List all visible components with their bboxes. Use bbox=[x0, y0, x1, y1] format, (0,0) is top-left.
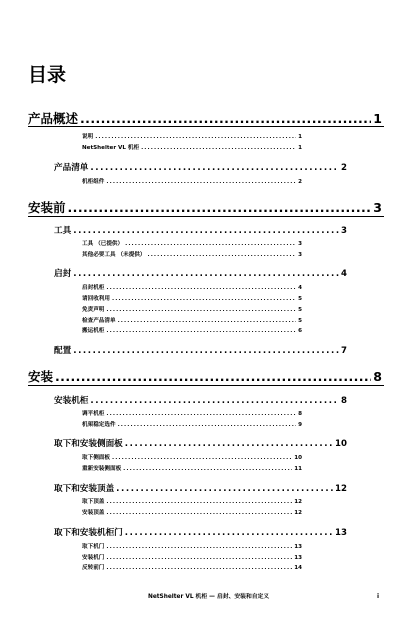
toc-subentry-label: 机架稳定选件 bbox=[82, 422, 116, 428]
toc-subentry[interactable] bbox=[82, 144, 302, 152]
toc-subentry-label: 检查产品清单 bbox=[82, 318, 116, 324]
toc-subentry-label: 请回收利用 bbox=[82, 296, 110, 302]
toc-entry-label: 安装前 bbox=[28, 200, 66, 215]
toc-subentry-page: 6 bbox=[298, 328, 302, 334]
toc-subentry[interactable] bbox=[82, 284, 302, 292]
dot-leader bbox=[106, 178, 296, 186]
toc-entry-page: 13 bbox=[335, 528, 347, 538]
toc-subentry-label: 启封机柜 bbox=[82, 285, 105, 291]
toc-subentry[interactable] bbox=[82, 421, 302, 429]
dot-leader bbox=[73, 345, 339, 357]
toc-entry-preinstall[interactable] bbox=[28, 200, 382, 216]
toc-subentry-label: 搬运机柜 bbox=[82, 328, 105, 334]
toc-subentry-page: 1 bbox=[298, 145, 302, 151]
toc-subentry[interactable] bbox=[82, 498, 302, 506]
dot-leader bbox=[80, 111, 371, 127]
toc-entry-label: 配置 bbox=[54, 346, 72, 356]
toc-subentry-page: 12 bbox=[294, 499, 302, 505]
toc-subentry[interactable] bbox=[82, 465, 302, 473]
toc-subentry-page: 8 bbox=[298, 411, 302, 417]
toc-subentry-label: 免责声明 bbox=[82, 307, 105, 313]
toc-subentry-page: 4 bbox=[298, 285, 302, 291]
dot-leader bbox=[73, 225, 339, 237]
toc-entry-label: 工具 bbox=[54, 226, 72, 236]
toc-subentry[interactable] bbox=[82, 327, 302, 335]
section-rule bbox=[28, 385, 384, 386]
toc-entry-page: 3 bbox=[373, 200, 382, 215]
toc-entry-page: 8 bbox=[341, 396, 347, 406]
dot-leader bbox=[106, 554, 292, 562]
toc-subentry-label: 取下侧面板 bbox=[82, 455, 110, 461]
dot-leader bbox=[90, 395, 339, 407]
dot-leader bbox=[118, 317, 297, 325]
toc-subentry-page: 5 bbox=[298, 296, 302, 302]
dot-leader bbox=[106, 543, 292, 551]
toc-subentry[interactable] bbox=[82, 306, 302, 314]
dot-leader bbox=[95, 133, 296, 141]
toc-subentry[interactable] bbox=[82, 564, 302, 572]
toc-subentry[interactable] bbox=[82, 133, 302, 141]
dot-leader bbox=[55, 369, 371, 385]
dot-leader bbox=[73, 268, 339, 280]
toc-subentry[interactable] bbox=[82, 410, 302, 418]
dot-leader bbox=[125, 527, 333, 539]
dot-leader bbox=[68, 200, 372, 216]
dot-leader bbox=[125, 438, 333, 450]
dot-leader bbox=[112, 454, 292, 462]
toc-entry-label: 取下和安装侧面板 bbox=[54, 439, 123, 449]
toc-entry-page: 7 bbox=[341, 346, 347, 356]
toc-subentry-label: NetShelter VL 机柜 bbox=[82, 145, 140, 151]
toc-entry-page: 10 bbox=[335, 439, 347, 449]
toc-entry-page: 3 bbox=[341, 226, 347, 236]
dot-leader bbox=[141, 144, 296, 152]
toc-subentry-page: 13 bbox=[294, 555, 302, 561]
dot-leader bbox=[125, 240, 296, 248]
toc-entry-page: 2 bbox=[341, 163, 347, 173]
toc-subentry-label: 安装顶盖 bbox=[82, 510, 105, 516]
toc-subentry[interactable] bbox=[82, 251, 302, 259]
toc-subentry[interactable] bbox=[82, 543, 302, 551]
toc-subentry-label: 说明 bbox=[82, 134, 94, 140]
dot-leader bbox=[106, 410, 296, 418]
toc-subentry[interactable] bbox=[82, 240, 302, 248]
toc-subentry-label: 工具 （已提供） bbox=[82, 241, 124, 247]
toc-entry-label: 产品清单 bbox=[54, 163, 89, 173]
toc-subentry-page: 9 bbox=[298, 422, 302, 428]
toc-subentry-page: 2 bbox=[298, 179, 302, 185]
page-footer: NetShelter VL 机柜 — 启封、安装和自定义 bbox=[148, 594, 270, 600]
dot-leader bbox=[147, 251, 296, 259]
toc-subentry-label: 取下顶盖 bbox=[82, 499, 105, 505]
toc-entry-page: 1 bbox=[373, 111, 382, 126]
toc-subentry-page: 5 bbox=[298, 307, 302, 313]
toc-subentry-page: 3 bbox=[298, 241, 302, 247]
toc-subentry[interactable] bbox=[82, 317, 302, 325]
toc-entry-doors[interactable] bbox=[54, 527, 347, 539]
toc-entry-label: 安装 bbox=[28, 369, 54, 384]
toc-subentry-page: 5 bbox=[298, 318, 302, 324]
section-rule bbox=[28, 216, 384, 217]
dot-leader bbox=[106, 306, 296, 314]
toc-subentry[interactable] bbox=[82, 454, 302, 462]
toc-entry-inventory[interactable] bbox=[54, 162, 347, 174]
toc-subentry-label: 其他必要工具 （未提供） bbox=[82, 252, 146, 258]
toc-entry-roof[interactable] bbox=[54, 483, 347, 495]
dot-leader bbox=[123, 465, 292, 473]
toc-subentry[interactable] bbox=[82, 509, 302, 517]
toc-entry-install[interactable] bbox=[28, 369, 382, 385]
dot-leader bbox=[106, 327, 296, 335]
toc-entry-label: 取下和安装顶盖 bbox=[54, 484, 115, 494]
toc-subentry-page: 3 bbox=[298, 252, 302, 258]
toc-subentry-page: 13 bbox=[294, 544, 302, 550]
toc-entry-label: 启封 bbox=[54, 269, 72, 279]
toc-subentry[interactable] bbox=[82, 554, 302, 562]
toc-subentry-page: 10 bbox=[294, 455, 302, 461]
toc-entry-page: 4 bbox=[341, 269, 347, 279]
toc-subentry-label: 反转前门 bbox=[82, 565, 105, 571]
toc-entry-cabinet[interactable] bbox=[54, 395, 347, 407]
dot-leader bbox=[106, 509, 292, 517]
dot-leader bbox=[112, 295, 296, 303]
toc-entry-label: 安装机柜 bbox=[54, 396, 89, 406]
toc-entry-unpack[interactable] bbox=[54, 268, 347, 280]
toc-subentry-page: 12 bbox=[294, 510, 302, 516]
toc-entry-overview[interactable] bbox=[28, 111, 382, 127]
toc-subentry-page: 1 bbox=[298, 134, 302, 140]
toc-entry-side-panels[interactable] bbox=[54, 438, 347, 450]
toc-entry-page: 8 bbox=[373, 369, 382, 384]
toc-subentry-label: 安装机门 bbox=[82, 555, 105, 561]
toc-entry-label: 取下和安装机柜门 bbox=[54, 528, 123, 538]
toc-entry-label: 产品概述 bbox=[28, 111, 79, 126]
dot-leader bbox=[106, 284, 296, 292]
dot-leader bbox=[116, 483, 333, 495]
toc-subentry[interactable] bbox=[82, 295, 302, 303]
toc-subentry-page: 14 bbox=[294, 565, 302, 571]
page-title: 目录 bbox=[28, 64, 67, 86]
toc-entry-config[interactable] bbox=[54, 345, 347, 357]
toc-subentry-label: 重新安装侧面板 bbox=[82, 466, 122, 472]
toc-entry-page: 12 bbox=[335, 484, 347, 494]
dot-leader bbox=[106, 564, 292, 572]
toc-entry-tools[interactable] bbox=[54, 225, 347, 237]
page-number: i bbox=[377, 593, 380, 600]
dot-leader bbox=[90, 162, 339, 174]
toc-subentry[interactable] bbox=[82, 178, 302, 186]
section-rule bbox=[28, 126, 384, 127]
dot-leader bbox=[106, 498, 292, 506]
toc-subentry-label: 调平机柜 bbox=[82, 411, 105, 417]
dot-leader bbox=[118, 421, 297, 429]
toc-subentry-label: 取下机门 bbox=[82, 544, 105, 550]
toc-subentry-page: 11 bbox=[294, 466, 302, 472]
toc-subentry-label: 机柜组件 bbox=[82, 179, 105, 185]
